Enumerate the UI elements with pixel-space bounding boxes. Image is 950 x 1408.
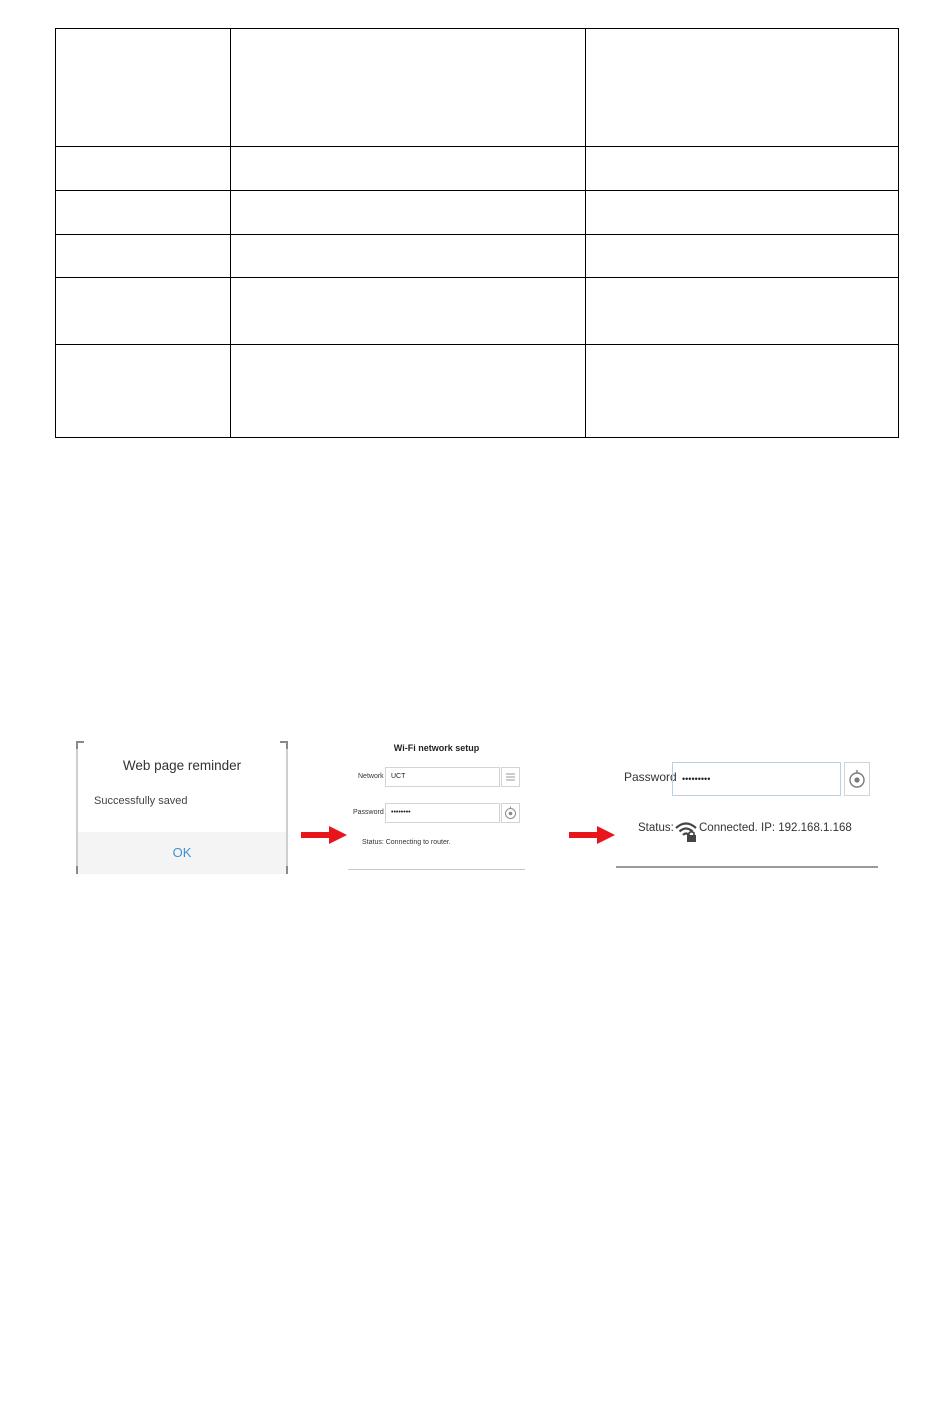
- table-cell: [586, 345, 899, 438]
- table-cell: [231, 345, 586, 438]
- wifi-setup-panel: [348, 739, 525, 871]
- table-cell: [56, 235, 231, 278]
- table-row: [56, 235, 899, 278]
- table-cell: [56, 147, 231, 191]
- dialog-title: Web page reminder: [122, 758, 242, 773]
- connected-panel: [616, 760, 878, 870]
- table-cell: [586, 278, 899, 345]
- table-row: [56, 147, 899, 191]
- corner-mark: [280, 741, 288, 749]
- table-row: [56, 278, 899, 345]
- dialog-message: Successfully saved: [94, 795, 188, 807]
- network-input[interactable]: UCT: [385, 767, 500, 787]
- table-cell: [586, 235, 899, 278]
- list-icon: [502, 768, 519, 786]
- table-cell: [586, 147, 899, 191]
- network-label: Network: [358, 773, 384, 780]
- dialog-footer: [78, 832, 286, 874]
- table-cell: [586, 191, 899, 235]
- password-input[interactable]: ••••••••: [385, 803, 500, 823]
- table-cell: [56, 345, 231, 438]
- table-cell: [231, 278, 586, 345]
- table-cell: [231, 147, 586, 191]
- setup-status: Status: Connecting to router.: [362, 839, 451, 846]
- password-label: Password: [624, 770, 677, 784]
- divider: [348, 869, 525, 870]
- table-cell: [56, 191, 231, 235]
- table-row: [56, 191, 899, 235]
- table-cell: [56, 278, 231, 345]
- status-text: Connected. IP: 192.168.1.168: [699, 822, 852, 834]
- table-row: [56, 29, 899, 147]
- eye-icon: [502, 804, 519, 822]
- table-cell: [231, 235, 586, 278]
- show-password-button[interactable]: [844, 762, 870, 796]
- table-cell: [56, 29, 231, 147]
- setup-title: Wi-Fi network setup: [393, 743, 480, 753]
- table-cell: [586, 29, 899, 147]
- table-cell: [231, 29, 586, 147]
- arrow-right-icon: [569, 826, 615, 844]
- divider: [616, 866, 878, 868]
- table-cell: [231, 191, 586, 235]
- corner-mark: [76, 741, 84, 749]
- password-input[interactable]: •••••••••: [672, 762, 841, 796]
- password-label: Password: [353, 809, 384, 816]
- reminder-dialog: [76, 741, 288, 874]
- show-password-button[interactable]: [501, 803, 520, 823]
- eye-icon: [845, 763, 869, 795]
- table-row: [56, 345, 899, 438]
- arrow-right-icon: [301, 826, 347, 844]
- wifi-lock-icon: [674, 818, 698, 842]
- network-list-button[interactable]: [501, 767, 520, 787]
- status-label: Status:: [638, 822, 674, 834]
- spec-table: [55, 28, 899, 438]
- ok-button[interactable]: OK: [78, 844, 286, 861]
